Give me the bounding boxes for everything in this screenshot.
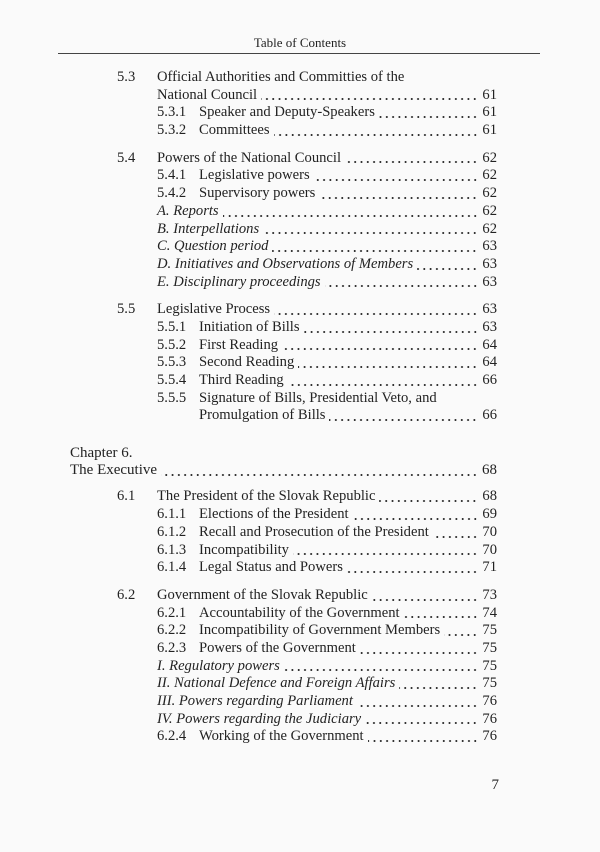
entry-page: 63 [482, 318, 497, 335]
entry-line [157, 711, 478, 729]
entry-page: 64 [482, 354, 497, 371]
entry-line [157, 675, 478, 693]
dot-leader [298, 359, 478, 369]
entry-line [199, 319, 478, 337]
dot-leader [263, 225, 478, 235]
section-number: 5.5.1 [157, 318, 187, 335]
entry-title: A. Reports [157, 202, 219, 219]
entry-title: Legislative powers [199, 167, 310, 184]
dot-leader [433, 529, 478, 539]
section-number: 5.5.3 [157, 354, 187, 371]
entry-page: 76 [482, 710, 497, 727]
dot-leader [417, 261, 478, 271]
entry-title: Incompatibility [199, 541, 289, 558]
entry-line [199, 372, 478, 390]
entry-page: 66 [482, 372, 497, 388]
dot-leader [379, 109, 478, 119]
entry-line [199, 337, 478, 355]
entry-page: 68 [482, 462, 497, 479]
entry-line [199, 524, 478, 542]
entry-line [70, 445, 478, 463]
entry-title: D. Initiatives and Observations of Members [157, 255, 414, 272]
section-number: 5.5 [117, 301, 136, 318]
entry-page: 74 [482, 604, 497, 621]
entry-line [157, 238, 478, 256]
dot-leader [372, 592, 478, 602]
entry-line [199, 728, 478, 746]
entry-line [157, 587, 478, 605]
entry-page: 76 [482, 728, 497, 745]
entry-title: Incompatibility of Government Members [199, 622, 441, 639]
entry-line [199, 542, 478, 560]
section-number: 5.4.1 [157, 167, 187, 184]
entry-page: 63 [482, 238, 497, 255]
entry-title: Chapter 6. [70, 444, 133, 461]
entry-title: IV. Powers regarding the Judiciary [157, 710, 362, 727]
section-number: 5.3.1 [157, 104, 187, 121]
entry-title: Elections of the President [199, 506, 349, 523]
toc-entry[interactable] [0, 524, 600, 542]
dot-leader [399, 680, 478, 690]
entry-line [157, 87, 478, 105]
toc-entry[interactable] [0, 167, 600, 185]
entry-title: Second Reading [199, 354, 295, 371]
toc-entry[interactable] [0, 542, 600, 560]
section-number: 6.2.1 [157, 604, 187, 621]
entry-title: Initiation of Bills [199, 318, 300, 335]
dot-leader [365, 715, 478, 725]
section-number: 5.4.2 [157, 185, 187, 202]
dot-leader [357, 698, 478, 708]
header-rule [58, 53, 540, 54]
entry-title: Accountability of the Government [199, 604, 400, 621]
section-number: 5.5.4 [157, 372, 187, 388]
section-number: 5.5.2 [157, 336, 187, 353]
entry-line [199, 390, 478, 408]
dot-leader [345, 154, 478, 164]
dot-leader [319, 190, 478, 200]
dot-leader [288, 377, 478, 387]
entry-line [157, 658, 478, 676]
entry-line [199, 407, 478, 425]
toc-entry[interactable] [0, 185, 600, 203]
toc-entry[interactable] [0, 445, 600, 463]
entry-title: Legislative Process [157, 301, 271, 318]
toc-entry[interactable] [0, 150, 600, 168]
toc-entry[interactable] [0, 506, 600, 524]
section-number: 5.5.5 [157, 389, 187, 406]
toc-entry[interactable] [0, 301, 600, 319]
entry-line [157, 150, 478, 168]
toc-entry[interactable] [0, 622, 600, 640]
entry-page: 76 [482, 693, 497, 709]
entry-page: 71 [482, 559, 497, 576]
toc-entry[interactable] [0, 203, 600, 221]
entry-title: Committees [199, 122, 270, 139]
dot-leader [261, 91, 478, 101]
toc-entry[interactable] [0, 728, 600, 746]
dot-leader [272, 243, 478, 253]
entry-line [199, 122, 478, 140]
entry-page: 62 [482, 185, 497, 202]
entry-line [199, 640, 478, 658]
running-header: Table of Contents [253, 35, 347, 50]
toc-entry[interactable] [0, 605, 600, 623]
dot-leader [304, 324, 478, 334]
dot-leader [379, 493, 478, 503]
entry-title: III. Powers regarding Parliament [157, 693, 353, 709]
toc-entry[interactable] [0, 675, 600, 693]
section-number: 6.1.4 [157, 559, 187, 576]
entry-page: 63 [482, 255, 497, 272]
section-number: 6.2.2 [157, 622, 187, 639]
dot-leader [284, 662, 478, 672]
toc-entry-continued[interactable] [0, 462, 600, 480]
toc-entry[interactable] [0, 372, 600, 390]
dot-leader [347, 564, 478, 574]
entry-page: 62 [482, 220, 497, 237]
entry-page: 75 [482, 639, 497, 656]
entry-title-continued: The Executive [70, 462, 158, 479]
entry-page: 62 [482, 202, 497, 219]
entry-line [157, 301, 478, 319]
dot-leader [314, 172, 478, 182]
entry-title-continued: Promulgation of Bills [199, 407, 326, 424]
dot-leader [293, 546, 478, 556]
toc-entry[interactable] [0, 319, 600, 337]
dot-leader [404, 609, 478, 619]
table-of-contents [0, 69, 600, 746]
dot-leader [444, 627, 478, 637]
entry-page: 75 [482, 657, 497, 674]
toc-entry[interactable] [0, 488, 600, 506]
entry-page: 61 [482, 86, 497, 103]
toc-entry[interactable] [0, 221, 600, 239]
dot-leader [353, 511, 478, 521]
entry-title: Recall and Prosecution of the President [199, 523, 429, 540]
toc-entry[interactable] [0, 274, 600, 292]
entry-line [199, 167, 478, 185]
section-number: 5.3 [117, 69, 136, 85]
entry-title: Legal Status and Powers [199, 559, 343, 576]
entry-title: II. National Defence and Foreign Affairs [157, 675, 396, 692]
section-number: 6.2.4 [157, 728, 187, 745]
toc-entry[interactable] [0, 693, 600, 711]
dot-leader [161, 467, 478, 477]
entry-title-continued: National Council [157, 86, 258, 103]
toc-entry[interactable] [0, 256, 600, 274]
entry-title: C. Question period [157, 238, 269, 255]
dot-leader [360, 645, 478, 655]
entry-line [157, 693, 478, 711]
entry-title: Powers of the National Council [157, 149, 342, 166]
entry-title: Official Authorities and Committies of the [157, 69, 405, 85]
entry-page: 69 [482, 506, 497, 523]
entry-line [157, 203, 478, 221]
dot-leader [274, 127, 478, 137]
dot-leader [325, 278, 478, 288]
entry-title: Third Reading [199, 372, 284, 388]
entry-title: B. Interpellations [157, 220, 260, 237]
entry-line [157, 488, 478, 506]
toc-entry-continued[interactable] [0, 407, 600, 425]
entry-line [157, 69, 478, 87]
section-number: 6.1.1 [157, 506, 187, 523]
entry-line [199, 622, 478, 640]
entry-line [199, 354, 478, 372]
entry-title: E. Disciplinary proceedings [157, 273, 321, 290]
entry-page: 68 [482, 488, 497, 505]
entry-line [199, 104, 478, 122]
entry-page: 61 [482, 104, 497, 121]
section-number: 5.4 [117, 149, 136, 166]
entry-title: Powers of the Government [199, 639, 356, 656]
entry-page: 64 [482, 336, 497, 353]
entry-page: 62 [482, 149, 497, 166]
toc-entry[interactable] [0, 354, 600, 372]
entry-page: 73 [482, 586, 497, 603]
dot-leader [368, 733, 478, 743]
toc-entry[interactable] [0, 122, 600, 140]
entry-line [70, 462, 478, 480]
toc-entry[interactable] [0, 640, 600, 658]
section-number: 6.2 [117, 586, 136, 603]
entry-title: Speaker and Deputy-Speakers [199, 104, 375, 121]
dot-leader [282, 341, 478, 351]
entry-page: 70 [482, 541, 497, 558]
entry-page: 63 [482, 301, 497, 318]
entry-title: Signature of Bills, Presidential Veto, and [199, 389, 437, 406]
toc-entry[interactable] [0, 337, 600, 355]
entry-line [157, 274, 478, 292]
entry-title: Working of the Government [199, 728, 364, 745]
dot-leader [329, 412, 478, 422]
dot-leader [223, 208, 478, 218]
toc-entry[interactable] [0, 69, 600, 87]
toc-entry[interactable] [0, 711, 600, 729]
entry-line [157, 256, 478, 274]
entry-line [199, 559, 478, 577]
entry-title: I. Regulatory powers [157, 657, 280, 674]
entry-page: 75 [482, 675, 497, 692]
entry-page: 61 [482, 122, 497, 139]
section-number: 6.1.3 [157, 541, 187, 558]
section-number: 5.3.2 [157, 122, 187, 139]
toc-entry[interactable] [0, 390, 600, 408]
toc-entry[interactable] [0, 658, 600, 676]
entry-line [199, 185, 478, 203]
entry-page: 75 [482, 622, 497, 639]
entry-line [199, 506, 478, 524]
entry-title: First Reading [199, 336, 279, 353]
entry-page: 70 [482, 523, 497, 540]
entry-line [157, 221, 478, 239]
toc-entry[interactable] [0, 238, 600, 256]
entry-title: The President of the Slovak Republic [157, 488, 376, 505]
entry-page: 63 [482, 273, 497, 290]
dot-leader [274, 306, 478, 316]
toc-entry-continued[interactable] [0, 87, 600, 105]
entry-title: Supervisory powers [199, 185, 316, 202]
section-number: 6.1 [117, 488, 136, 505]
entry-page: 66 [482, 407, 497, 424]
section-number: 6.2.3 [157, 639, 187, 656]
entry-page: 62 [482, 167, 497, 184]
toc-entry[interactable] [0, 104, 600, 122]
page-number: 7 [491, 777, 499, 793]
entry-title: Government of the Slovak Republic [157, 586, 368, 603]
toc-entry[interactable] [0, 587, 600, 605]
entry-line [199, 605, 478, 623]
section-number: 6.1.2 [157, 523, 187, 540]
toc-entry[interactable] [0, 559, 600, 577]
